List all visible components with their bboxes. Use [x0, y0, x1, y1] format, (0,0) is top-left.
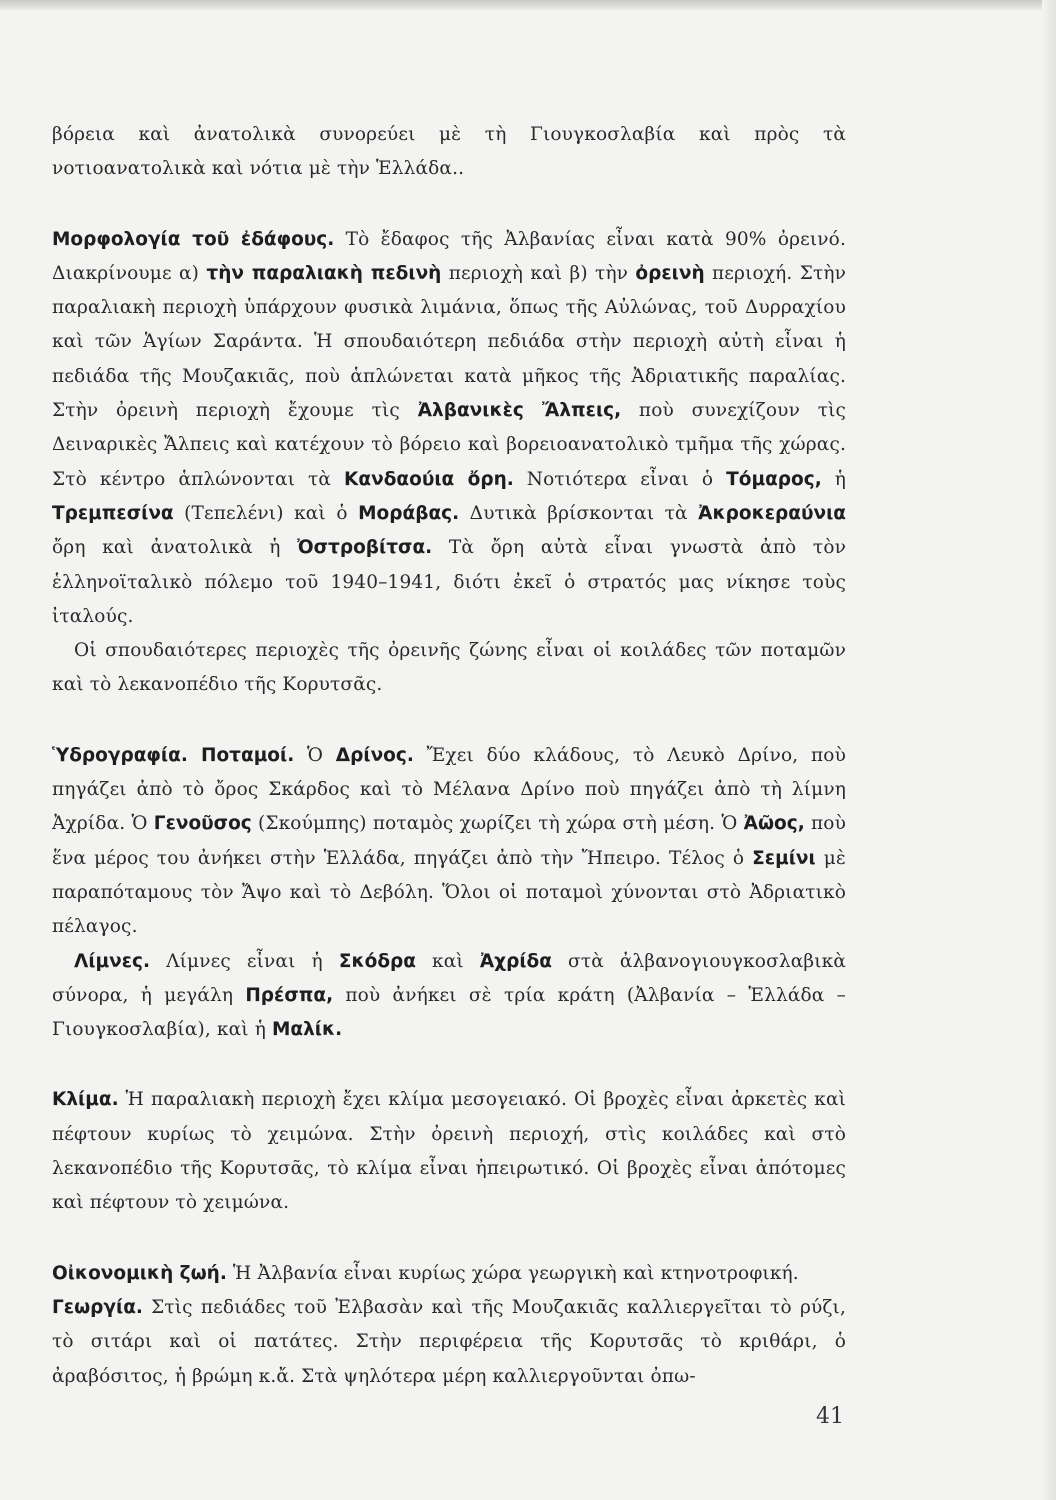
section-heading: Λίμνες. [74, 950, 151, 972]
valleys-paragraph: Οἱ σπουδαιότερες περιοχὲς τῆς ὀρεινῆς ζώνης εἶναι οἱ κοιλάδες τῶν ποταμῶν καὶ τὸ λεκανοπέδιο τῆς Κορυτσᾶς. [52, 640, 846, 696]
scan-top-edge [0, 0, 1056, 10]
scan-right-edge [1042, 0, 1056, 1500]
climate-paragraph: Κλίμα. Ἡ παραλιακὴ περιοχὴ ἔχει κλίμα μεσογειακό. Οἱ βροχὲς εἶναι ἀρκετὲς καὶ πέφτουν κυρίως τὸ χειμώνα. Στὴν ὀρεινὴ περιοχή, στὶς κοιλάδες καὶ στὸ λεκανοπέδιο τῆς Κορυτσᾶς, τὸ κλίμα εἶναι ἠπειρωτικό. Οἱ βροχὲς εἶναι ἀπότομες καὶ πέφτουν τὸ χειμώνα. [52, 1089, 846, 1214]
section-heading: Μορφολογία τοῦ ἐδάφους. [52, 228, 335, 250]
hydrography-paragraph: Ὑδρογραφία. Ποταμοί. Ὁ Δρίνος. Ἔχει δύο κλάδους, τὸ Λευκὸ Δρίνο, ποὺ πηγάζει ἀπὸ τὸ ὄρος Σκάρδος καὶ τὸ Μέλανα Δρίνο ποὺ πηγάζει ἀπὸ τὴ λίμνη Ἀχρίδα. Ὁ Γενοῦσος (Σκούμπης) ποταμὸς χωρίζει τὴ χώρα στὴ μέση. Ὁ Ἀῶος, ποὺ ἕνα μέρος του ἀνήκει στὴν Ἑλλάδα, πηγάζει ἀπὸ τὴν Ἤπειρο. Τέλος ὁ Σεμίνι μὲ παραπόταμους τὸν Ἄψο καὶ τὸ Δεβόλη. Ὅλοι οἱ ποταμοὶ χύνονται στὸ Ἀδριατικὸ πέλαγος. [52, 744, 846, 938]
section-heading: Γεωργία. [52, 1296, 143, 1318]
section-heading: Οἰκονομικὴ ζωή. [52, 1262, 227, 1284]
economy-paragraph: Οἰκονομικὴ ζωή. Ἡ Ἀλβανία εἶναι κυρίως χώρα γεωργικὴ καὶ κτηνοτροφική. [52, 1262, 799, 1284]
lakes-paragraph: Λίμνες. Λίμνες εἶναι ἡ Σκόδρα καὶ Ἀχρίδα στὰ ἀλβανογιουγκοσλαβικὰ σύνορα, ἡ μεγάλη Πρέσπα, ποὺ ἀνήκει σὲ τρία κράτη (Ἀλβανία – Ἑλλάδα – Γιουγκοσλαβία), καὶ ἡ Μαλίκ. [52, 950, 847, 1041]
agriculture-paragraph: Γεωργία. Στὶς πεδιάδες τοῦ Ἐλβασὰν καὶ τῆς Μουζακιᾶς καλλιεργεῖται τὸ ρύζι, τὸ σιτάρι καὶ οἱ πατάτες. Στὴν περιφέρεια τῆς Κορυτσᾶς τὸ κριθάρι, ὁ ἀραβόσιτος, ἡ βρώμη κ.ἄ. Στὰ ψηλότερα μέρη καλλιεργοῦνται ὀπω- [52, 1296, 846, 1387]
morphology-paragraph: Μορφολογία τοῦ ἐδάφους. Τὸ ἔδαφος τῆς Ἀλβανίας εἶναι κατὰ 90% ὀρεινό. Διακρίνουμε α) τὴν παραλιακὴ πεδινὴ περιοχὴ καὶ β) τὴν ὀρεινὴ περιοχή. Στὴν παραλιακὴ περιοχὴ ὑπάρχουν φυσικὰ λιμάνια, ὅπως τῆς Αὐλώνας, τοῦ Δυρραχίου καὶ τῶν Ἁγίων Σαράντα. Ἡ σπουδαιότερη πεδιάδα στὴν περιοχὴ αὐτὴ εἶναι ἡ πεδιάδα τῆς Μουζακιᾶς, ποὺ ἁπλώνεται κατὰ μῆκος τῆς Ἀδριατικῆς παραλίας. Στὴν ὀρεινὴ περιοχὴ ἔχουμε τὶς Ἀλβανικὲς Ἄλπεις, ποὺ συνεχίζουν τὶς Δειναρικὲς Ἄλπεις καὶ κατέχουν τὸ βόρειο καὶ βορειοανατολικὸ τμῆμα τῆς χώρας. Στὸ κέντρο ἁπλώνονται τὰ Κανδαούια ὄρη. Νοτιότερα εἶναι ὁ Τόμαρος, ἡ Τρεμπεσίνα (Τεπελένι) καὶ ὁ Μοράβας. Δυτικὰ βρίσκονται τὰ Ἀκροκεραύνια ὄρη καὶ ἀνατολικὰ ἡ Ὀστροβίτσα. Τὰ ὄρη αὐτὰ εἶναι γνωστὰ ἀπὸ τὸν ἑλληνοϊταλικὸ πόλεμο τοῦ 1940–1941, διότι ἐκεῖ ὁ στρατός μας νίκησε τοὺς ἰταλούς. [52, 228, 847, 627]
intro-paragraph: βόρεια καὶ ἀνατολικὰ συνορεύει μὲ τὴ Γιουγκοσλαβία καὶ πρὸς τὰ νοτιοανατολικὰ καὶ νότια μὲ τὴν Ἑλλάδα.. [52, 124, 846, 180]
section-heading: Κλίμα. [52, 1089, 119, 1111]
page-body [52, 118, 846, 1394]
section-heading: Ὑδρογραφία. Ποταμοί. [52, 744, 295, 766]
page-number: 41 [816, 1404, 844, 1429]
